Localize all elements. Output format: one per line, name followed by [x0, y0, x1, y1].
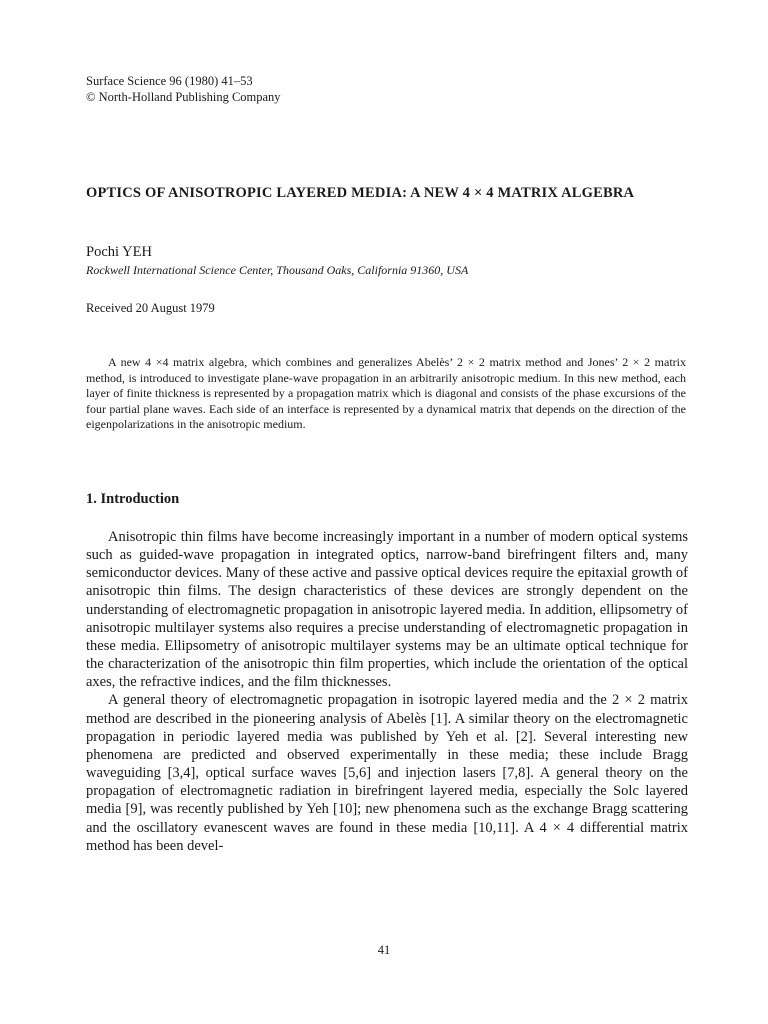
publisher-line: © North-Holland Publishing Company	[86, 90, 281, 104]
author-name: Pochi YEH	[86, 244, 152, 260]
journal-citation: Surface Science 96 (1980) 41–53	[86, 74, 253, 88]
page-number: 41	[377, 943, 391, 957]
section-heading: 1. Introduction	[86, 491, 180, 507]
paragraph: Anisotropic thin films have become increasingly important in a number of modern optical systems such as guided-wave propagation in integrated optics, narrow-band birefringent filters and, many semiconductor devices. Many of these active and passive optical devices require the epitaxial growth of anisotropic thin films. The design characteristics of these devices are strongly dependent on the understanding of electromagnetic propagation in anisotropic layered media. In addition, ellipsometry of anisotropic multilayer systems also requires a precise understanding of electromagnetic propagation in these media. Ellipsometry of anisotropic multilayer systems may be an ultimate optical technique for the characterization of the anisotropic thin film properties, which include the orientation of the optical axes, the refractive indices, and the film thicknesses.	[86, 529, 688, 691]
abstract: A new 4 ×4 matrix algebra, which combines and generalizes Abelès’ 2 × 2 matrix method and Jones’ 2 × 2 matrix method, is introduced to investigate plane-wave propagation in an arbitrarily anisotropic medium. In this new method, each layer of finite thickness is represented by a propagation matrix which is diagonal and consists of the phase excursions of the four partial plane waves. Each side of an interface is represented by a dynamical matrix that depends on the direction of the eigenpolarizations in the anisotropic medium.	[86, 355, 686, 431]
received-date: Received 20 August 1979	[86, 301, 215, 315]
journal-header	[86, 73, 281, 105]
section-body	[86, 528, 688, 855]
paper-title: OPTICS OF ANISOTROPIC LAYERED MEDIA: A NEW 4 × 4 MATRIX ALGEBRA	[86, 185, 635, 201]
paragraph: A general theory of electromagnetic propagation in isotropic layered media and the 2 × 2 matrix method are described in the pioneering analysis of Abelès [1]. A similar theory on the electromagnetic propagation in periodic layered media was published by Yeh et al. [2]. Several interesting new phenomena are predicted and observed experimentally in these media; these include Bragg waveguiding [3,4], optical surface waves [5,6] and injection lasers [7,8]. A general theory on the propagation of electromagnetic radiation in birefringent layered media, especially the Solc layered media [9], was recently published by Yeh [10]; new phenomena such as the exchange Bragg scattering and the oscillatory evanescent waves are found in these media [10,11]. A 4 × 4 differential matrix method has been devel-	[86, 692, 688, 854]
author-affiliation: Rockwell International Science Center, Thousand Oaks, California 91360, USA	[86, 263, 469, 277]
